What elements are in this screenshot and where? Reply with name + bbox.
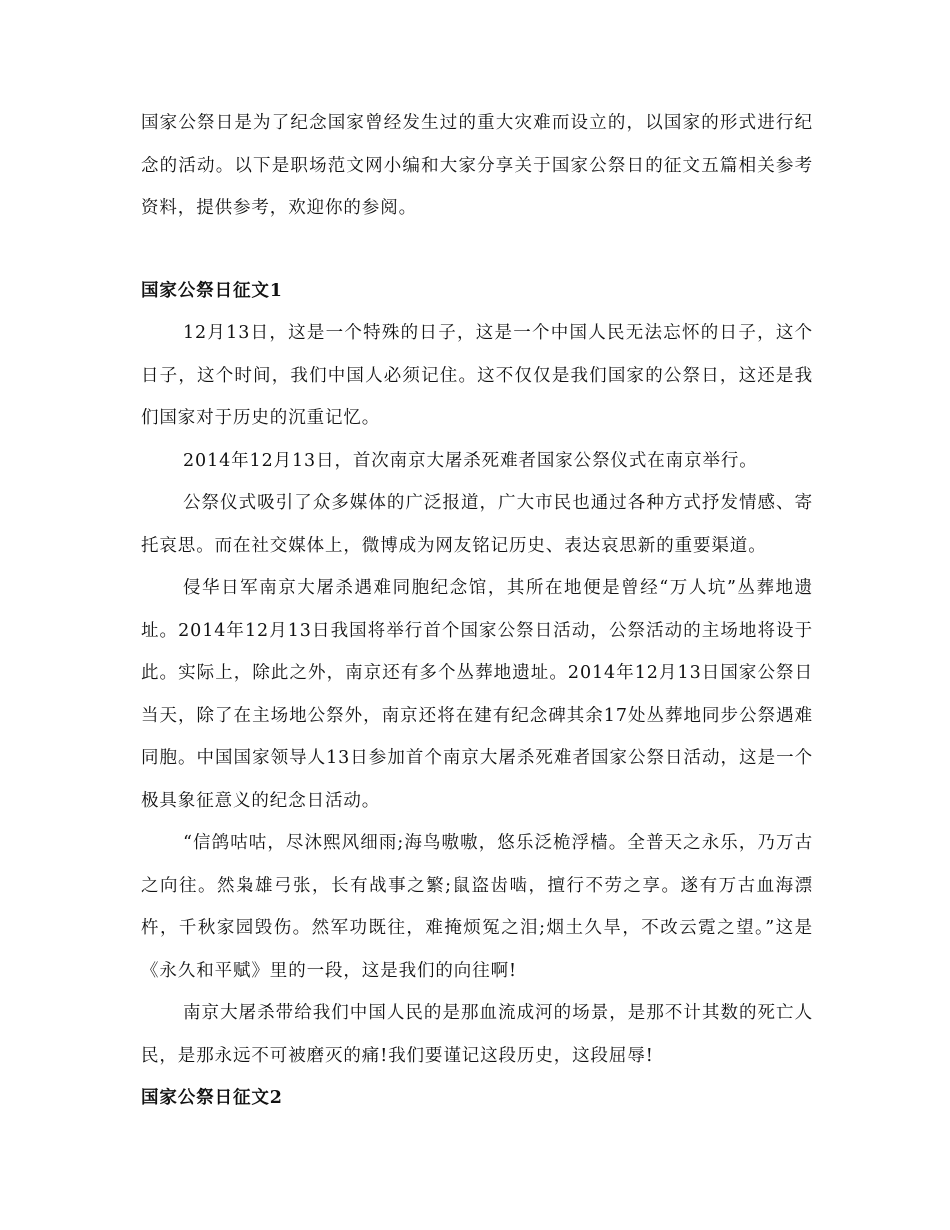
section-2-heading: 国家公祭日征文2 [141,1088,283,1108]
document-body [141,102,813,1120]
intro-paragraph: 国家公祭日是为了纪念国家曾经发生过的重大灾难而设立的，以国家的形式进行纪念的活动。以下是职场范文网小编和大家分享关于国家公祭日的征文五篇相关参考资料，提供参考，欢迎你的参阅。 [141,113,813,218]
section-1-paragraph-2: 2014年12月13日，首次南京大屠杀死难者国家公祭仪式在南京举行。 [183,450,758,471]
section-1-paragraph-1: 12月13日，这是一个特殊的日子，这是一个中国人民无法忘怀的日子，这个日子，这个时间，我们中国人必须记住。这不仅仅是我们国家的公祭日，这还是我们国家对于历史的沉重记忆。 [141,323,813,428]
section-1-paragraph-5: “信鸽咕咕，尽沐熙风细雨;海鸟嗷嗷，悠乐泛桅浮樯。全普天之永乐，乃万古之向往。然枭雄弓张，长有战事之繁;鼠盗齿啮，擅行不劳之享。遂有万古血海漂杵，千秋家园毁伤。然军功既往，难掩烦冤之泪;烟土久旱，不改云霓之望。”这是《永久和平赋》里的一段，这是我们的向往啊! [141,833,813,981]
section-1-paragraph-4: 侵华日军南京大屠杀遇难同胞纪念馆，其所在地便是曾经“万人坑”丛葬地遗址。2014年12月13日我国将举行首个国家公祭日活动，公祭活动的主场地将设于此。实际上，除此之外，南京还有多个丛葬地遗址。2014年12月13日国家公祭日当天，除了在主场地公祭外，南京还将在建有纪念碑其余17处丛葬地同步公祭遇难同胞。中国国家领导人13日参加首个南京大屠杀死难者国家公祭日活动，这是一个极具象征意义的纪念日活动。 [141,578,813,811]
section-1-paragraph-6: 南京大屠杀带给我们中国人民的是那血流成河的场景，是那不计其数的死亡人民，是那永远不可被磨灭的痛!我们要谨记这段历史，这段屈辱! [141,1003,813,1066]
section-1-heading: 国家公祭日征文1 [141,280,283,301]
section-1-paragraph-3: 公祭仪式吸引了众多媒体的广泛报道，广大市民也通过各种方式抒发情感、寄托哀思。而在社交媒体上，微博成为网友铭记历史、表达哀思新的重要渠道。 [141,493,813,556]
